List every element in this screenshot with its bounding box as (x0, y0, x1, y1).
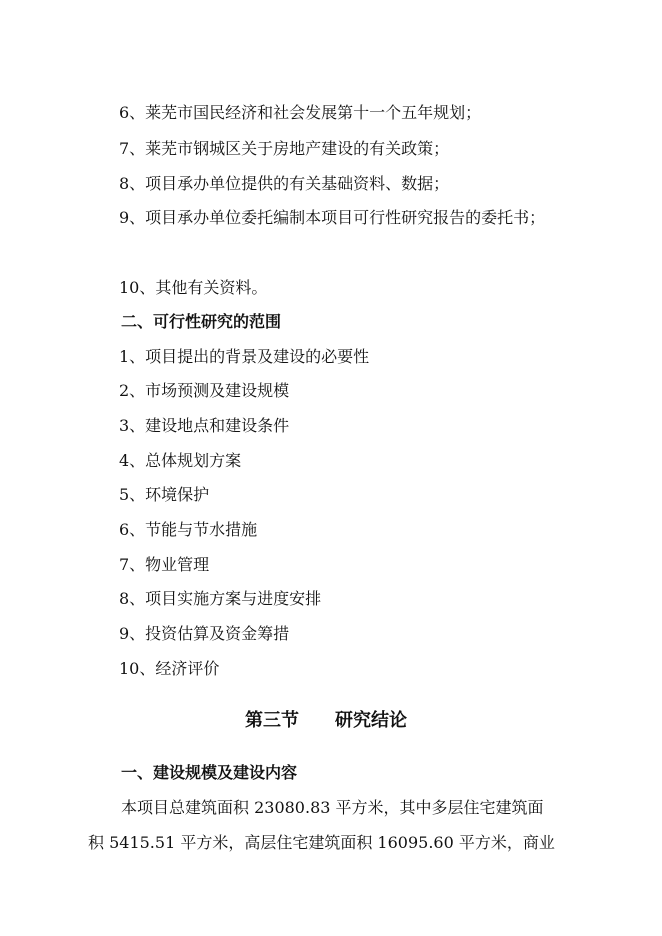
section-title (245, 710, 407, 732)
paragraph-line-2: 积 5415.51 平方米，高层住宅建筑面积 16095.60 平方米，商业 (88, 833, 555, 852)
section-number: 第三节 (245, 710, 299, 731)
basis-item-10: 10、其他有关资料。 (119, 278, 268, 297)
scope-heading: 二、可行性研究的范围 (121, 312, 282, 331)
scope-item-7: 7、物业管理 (119, 555, 210, 574)
basis-item-8: 8、项目承办单位提供的有关基础资料、数据； (119, 174, 450, 193)
basis-item-7: 7、莱芜市钢城区关于房地产建设的有关政策； (119, 139, 450, 158)
basis-item-9: 9、项目承办单位委托编制本项目可行性研究报告的委托书； (119, 208, 546, 227)
paragraph-line-1: 本项目总建筑面积 23080.83 平方米，其中多层住宅建筑面 (121, 798, 544, 817)
scope-item-9: 9、投资估算及资金筹措 (119, 624, 290, 643)
scope-item-8: 8、项目实施方案与进度安排 (119, 589, 322, 608)
scope-item-5: 5、环境保护 (119, 485, 210, 504)
scope-item-4: 4、总体规划方案 (119, 451, 242, 470)
basis-item-6: 6、莱芜市国民经济和社会发展第十一个五年规划； (119, 103, 482, 122)
scope-item-6: 6、节能与节水措施 (119, 520, 258, 539)
section-name: 研究结论 (335, 710, 407, 731)
scope-item-1: 1、项目提出的背景及建设的必要性 (119, 347, 370, 366)
scope-item-2: 2、市场预测及建设规模 (119, 381, 290, 400)
scope-item-10: 10、经济评价 (119, 659, 220, 678)
scale-heading: 一、建设规模及建设内容 (121, 763, 298, 782)
scope-item-3: 3、建设地点和建设条件 (119, 416, 290, 435)
